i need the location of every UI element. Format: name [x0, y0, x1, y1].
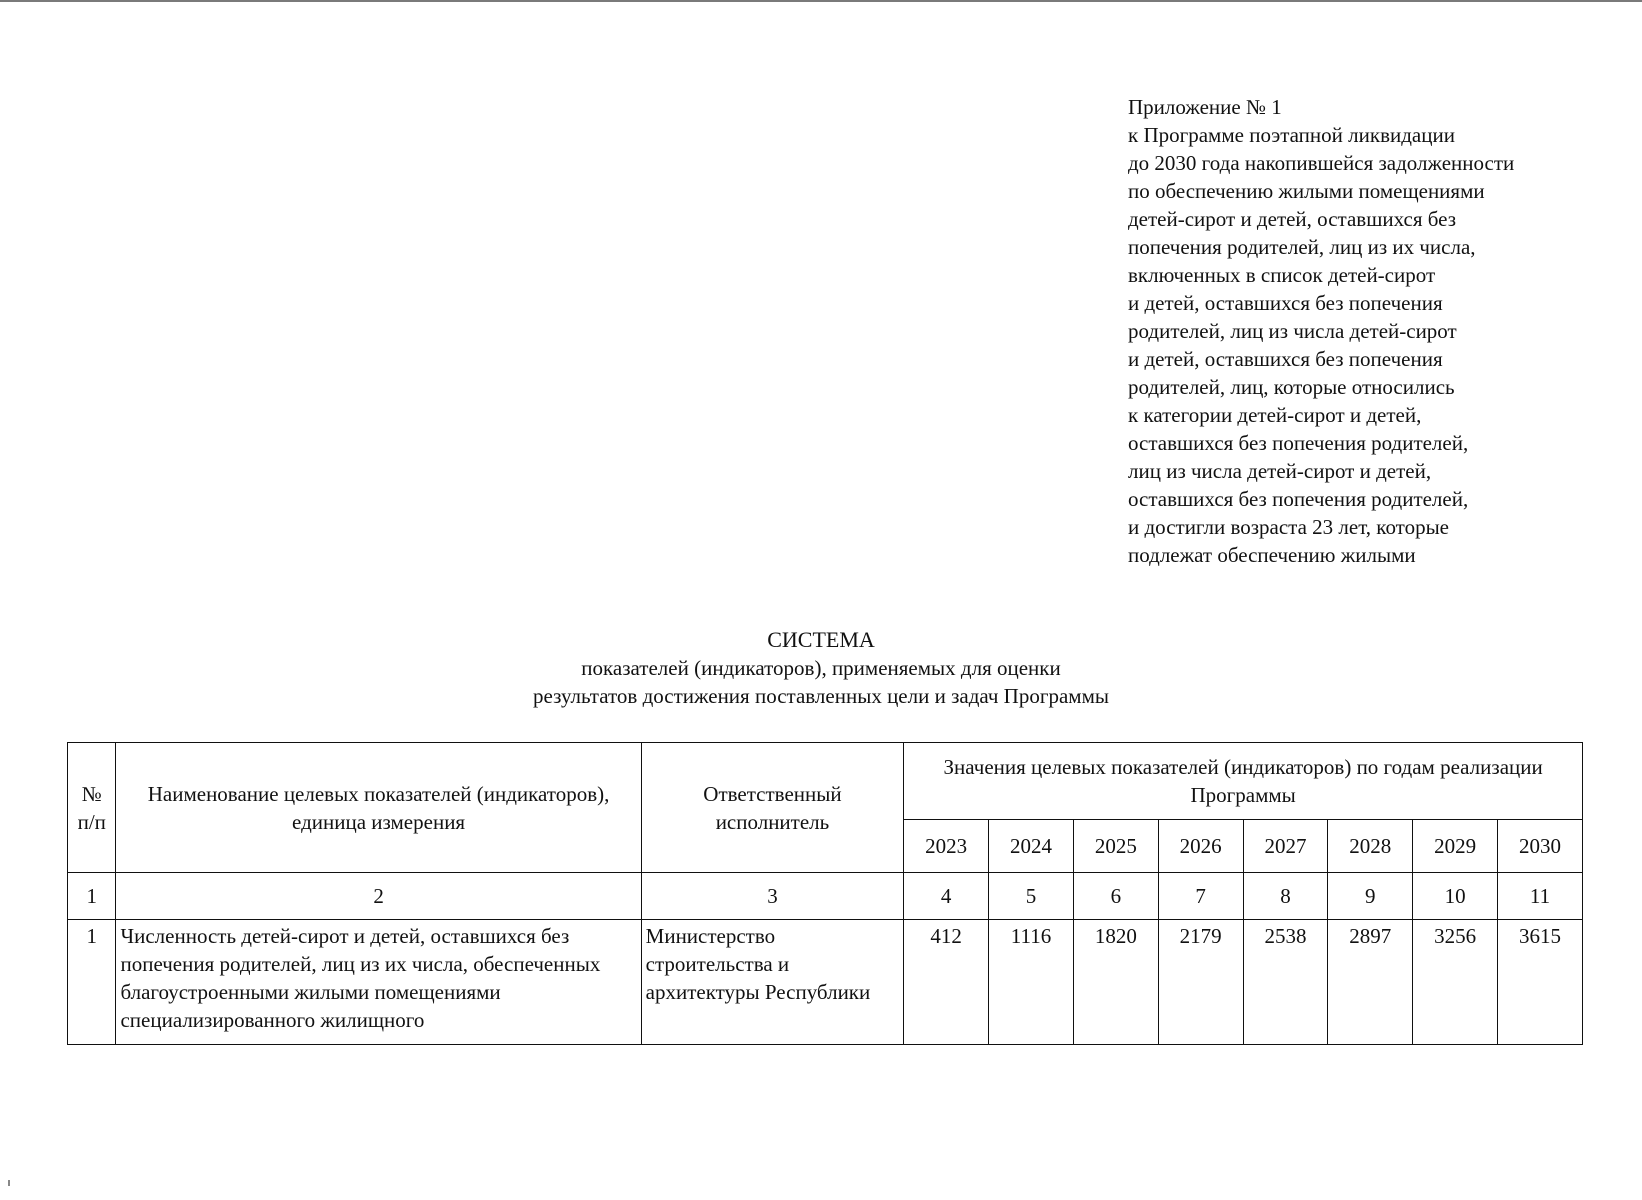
appendix-line: попечения родителей, лиц из их числа, — [1128, 235, 1476, 259]
header-year: 2026 — [1158, 820, 1243, 873]
appendix-line: и детей, оставшихся без попечения — [1128, 291, 1443, 315]
column-index: 8 — [1243, 873, 1328, 920]
row-value: 3615 — [1498, 920, 1583, 1045]
appendix-line: и детей, оставшихся без попечения — [1128, 347, 1443, 371]
column-index: 4 — [904, 873, 989, 920]
heading-title: СИСТЕМА — [767, 627, 875, 652]
appendix-line: к категории детей-сирот и детей, — [1128, 403, 1422, 427]
appendix-line: оставшихся без попечения родителей, — [1128, 431, 1469, 455]
header-num: № п/п — [68, 743, 116, 873]
heading-subtitle-line-2: результатов достижения поставленных цели и задач Программы — [533, 684, 1109, 708]
row-value: 2179 — [1158, 920, 1243, 1045]
appendix-line: к Программе поэтапной ликвидации — [1128, 123, 1455, 147]
indicators-table — [67, 742, 1583, 1045]
appendix-note — [1128, 93, 1588, 569]
header-year: 2028 — [1328, 820, 1413, 873]
column-index: 3 — [641, 873, 904, 920]
row-value: 1820 — [1073, 920, 1158, 1045]
scan-artifact — [8, 1180, 10, 1186]
column-index-row — [68, 873, 1583, 920]
document-heading — [0, 626, 1642, 710]
appendix-line: включенных в список детей-сирот — [1128, 263, 1436, 287]
appendix-line: по обеспечению жилыми помещениями — [1128, 179, 1485, 203]
appendix-line: подлежат обеспечению жилыми — [1128, 543, 1416, 567]
table-row — [68, 920, 1583, 1045]
appendix-line: детей-сирот и детей, оставшихся без — [1128, 207, 1457, 231]
header-year: 2027 — [1243, 820, 1328, 873]
column-index: 6 — [1073, 873, 1158, 920]
heading-subtitle-line-1: показателей (индикаторов), применяемых для оценки — [581, 656, 1061, 680]
row-value: 2538 — [1243, 920, 1328, 1045]
column-index: 7 — [1158, 873, 1243, 920]
row-value: 3256 — [1413, 920, 1498, 1045]
header-responsible: Ответственный исполнитель — [641, 743, 904, 873]
header-year: 2024 — [989, 820, 1074, 873]
row-num: 1 — [68, 920, 116, 1045]
appendix-line: лиц из числа детей-сирот и детей, — [1128, 459, 1432, 483]
column-index: 11 — [1498, 873, 1583, 920]
appendix-line: родителей, лиц, которые относились — [1128, 375, 1455, 399]
header-year: 2029 — [1413, 820, 1498, 873]
column-index: 10 — [1413, 873, 1498, 920]
header-year: 2023 — [904, 820, 989, 873]
scan-top-edge — [0, 0, 1642, 2]
row-value: 2897 — [1328, 920, 1413, 1045]
column-index: 5 — [989, 873, 1074, 920]
row-indicator-name: Численность детей-сирот и детей, оставшихся без попечения родителей, лиц из их числа, обеспеченных благоустроенными жилыми помещениями специализированного жилищного — [116, 920, 641, 1045]
appendix-line: до 2030 года накопившейся задолженности — [1128, 151, 1515, 175]
header-values: Значения целевых показателей (индикаторов) по годам реализации Программы — [904, 743, 1583, 820]
column-index: 9 — [1328, 873, 1413, 920]
column-index: 1 — [68, 873, 116, 920]
appendix-line: и достигли возраста 23 лет, которые — [1128, 515, 1449, 539]
appendix-line: Приложение № 1 — [1128, 95, 1282, 119]
header-year: 2030 — [1498, 820, 1583, 873]
appendix-line: родителей, лиц из числа детей-сирот — [1128, 319, 1457, 343]
header-year: 2025 — [1073, 820, 1158, 873]
row-responsible: Министерство строительства и архитектуры Республики — [641, 920, 904, 1045]
row-value: 1116 — [989, 920, 1074, 1045]
column-index: 2 — [116, 873, 641, 920]
appendix-line: оставшихся без попечения родителей, — [1128, 487, 1469, 511]
header-name: Наименование целевых показателей (индикаторов), единица измерения — [116, 743, 641, 873]
row-value: 412 — [904, 920, 989, 1045]
